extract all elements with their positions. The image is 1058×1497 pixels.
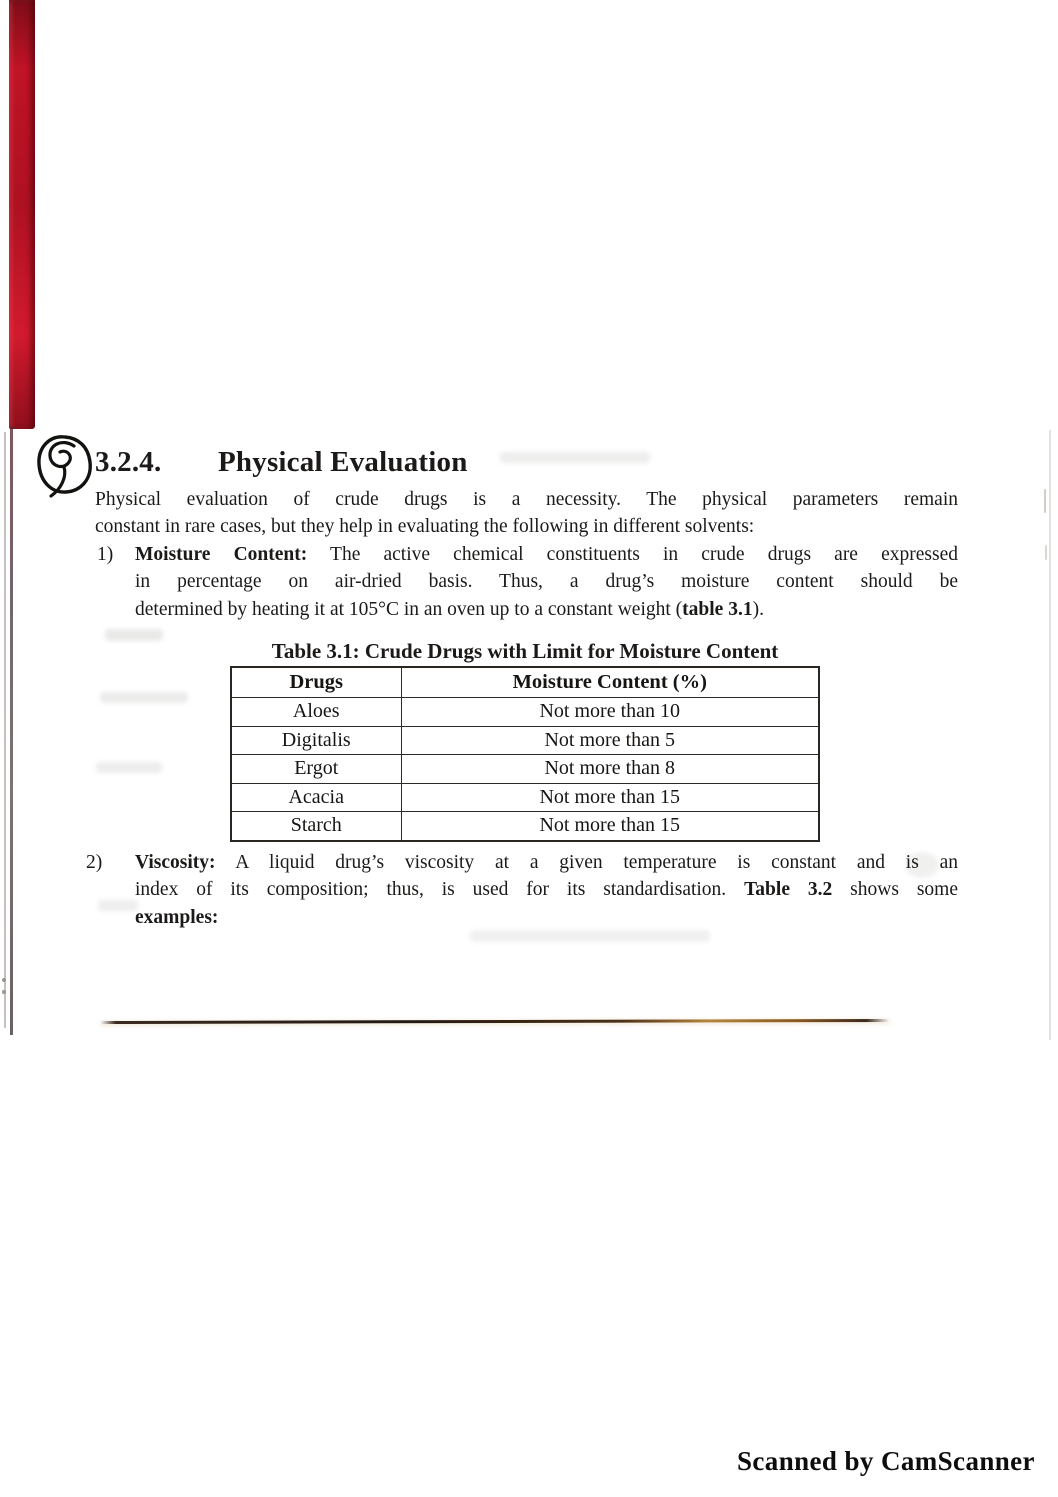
moisture-value-cell: Not more than 15 [401, 812, 819, 841]
right-edge-mark [1045, 545, 1047, 560]
table-row [231, 783, 819, 812]
moisture-value-cell: Not more than 15 [401, 783, 819, 812]
list-line: Moisture Content: The active chemical constituents in crude drugs are expressed [135, 544, 958, 565]
list-line: examples: [135, 906, 219, 928]
intro-line: constant in rare cases, but they help in evaluating the following in different solvents: [95, 516, 755, 538]
moisture-content-table [230, 666, 820, 842]
ghost-smudge [98, 900, 138, 911]
intro-paragraph [95, 486, 958, 541]
table-caption: Table 3.1: Crude Drugs with Limit for Moisture Content [271, 639, 779, 663]
list-line: index of its composition; thus, is used for its standardisation. Table 3.2 shows some [135, 879, 958, 901]
right-page-edge-line [1049, 430, 1051, 1040]
right-edge-mark [1044, 489, 1046, 513]
ghost-smudge [100, 692, 188, 703]
moisture-value-cell: Not more than 8 [401, 755, 819, 784]
list-line: in percentage on air-dried basis. Thus, a drug’s moisture content should be [135, 571, 958, 593]
moisture-value-cell: Not more than 10 [401, 698, 819, 727]
table-header-drugs: Drugs [231, 667, 401, 698]
list-marker: 2) [86, 852, 103, 873]
drug-name-cell: Acacia [231, 783, 401, 812]
section-title: Physical Evaluation [218, 446, 468, 478]
ghost-smudge [105, 629, 163, 641]
drug-name-cell: Aloes [231, 698, 401, 727]
table-row [231, 755, 819, 784]
drug-name-cell: Digitalis [231, 726, 401, 755]
table-row [231, 812, 819, 841]
page-fold-scan-line [100, 1019, 890, 1024]
list-line: determined by heating it at 105°C in an oven up to a constant weight (table 3.1). [135, 598, 764, 620]
margin-dots [2, 978, 8, 998]
left-page-edge-line [10, 427, 13, 1035]
ghost-smudge [500, 452, 650, 463]
table-row [231, 726, 819, 755]
table-row [231, 698, 819, 727]
red-book-edge-strip [9, 0, 35, 429]
circle-scribble-icon [34, 433, 96, 501]
list-marker: 1) [97, 544, 114, 565]
left-page-edge-line-faint [4, 432, 6, 1028]
list-line: Viscosity: A liquid drug’s viscosity at a given temperature is constant and is an [135, 852, 958, 873]
table-header-moisture: Moisture Content (%) [401, 667, 819, 698]
intro-line: Physical evaluation of crude drugs is a necessity. The physical parameters remain [95, 489, 958, 510]
drug-name-cell: Starch [231, 812, 401, 841]
ghost-smudge [470, 930, 710, 942]
section-number: 3.2.4. [95, 446, 162, 478]
camscanner-watermark: Scanned by CamScanner [737, 1446, 1035, 1476]
circled-annotation-mark [34, 433, 96, 501]
drug-name-cell: Ergot [231, 755, 401, 784]
moisture-value-cell: Not more than 5 [401, 726, 819, 755]
section-heading [95, 446, 468, 479]
table-header-row [231, 667, 819, 698]
ghost-smudge [96, 762, 162, 773]
